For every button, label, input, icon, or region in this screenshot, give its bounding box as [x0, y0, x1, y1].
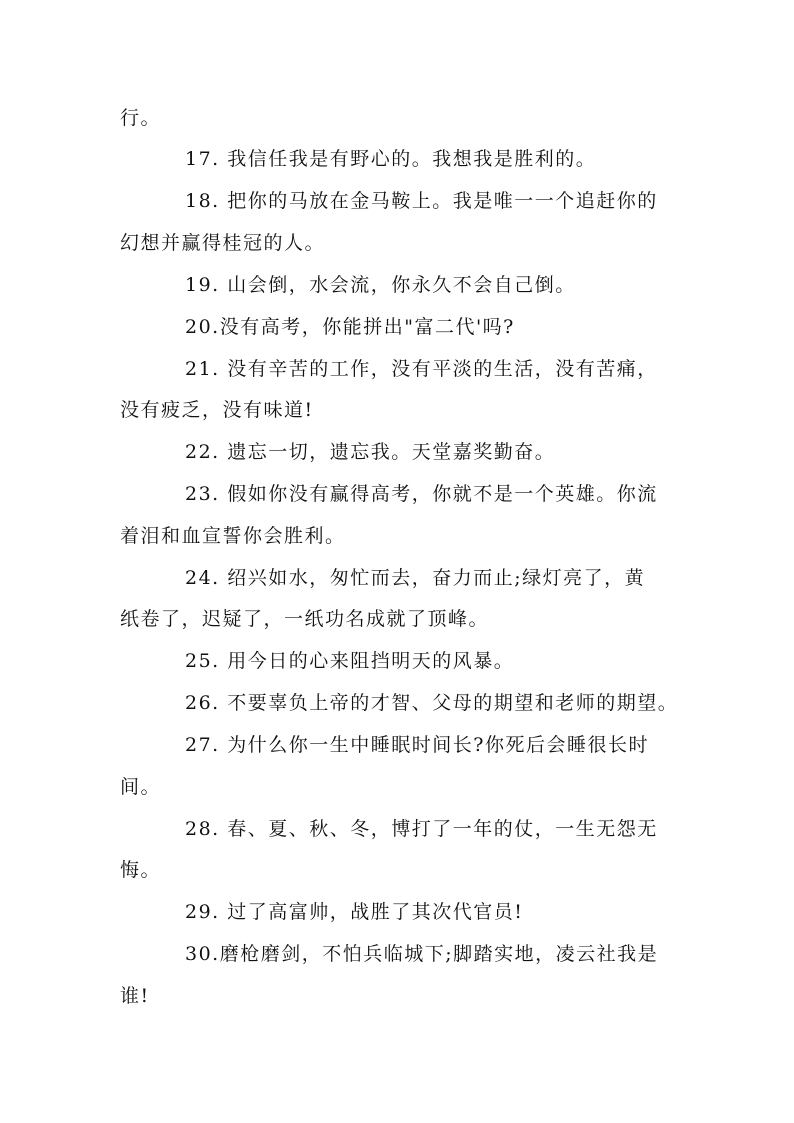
text-line: 24. 绍兴如水，匆忙而去，奋力而止;绿灯亮了，黄 [185, 567, 646, 589]
text-line: 30.磨枪磨剑，不怕兵临城下;脚踏实地，凌云社我是 [185, 943, 659, 965]
text-line: 29. 过了高富帅，战胜了其次代官员! [185, 901, 524, 923]
text-line: 19. 山会倒，水会流，你永久不会自己倒。 [185, 274, 576, 296]
text-line: 23. 假如你没有赢得高考，你就不是一个英雄。你流 [185, 483, 658, 505]
text-line: 间。 [120, 776, 162, 798]
text-line: 17. 我信任我是有野心的。我想我是胜利的。 [185, 148, 597, 170]
text-line: 21. 没有辛苦的工作，没有平淡的生活，没有苦痛， [185, 358, 658, 380]
text-line: 谁! [120, 985, 150, 1007]
text-line: 着泪和血宣誓你会胜利。 [120, 525, 346, 547]
text-line: 26. 不要辜负上帝的才智、父母的期望和老师的期望。 [185, 692, 679, 714]
text-line: 行。 [120, 107, 162, 129]
text-line: 没有疲乏，没有味道! [120, 399, 314, 421]
text-line: 18. 把你的马放在金马鞍上。我是唯一一个追赶你的 [185, 190, 658, 212]
text-line: 幻想并赢得桂冠的人。 [120, 232, 326, 254]
text-line: 纸卷了，迟疑了，一纸功名成就了顶峰。 [120, 608, 490, 630]
text-line: 22. 遗忘一切，遗忘我。天堂嘉奖勤奋。 [185, 441, 556, 463]
text-line: 27. 为什么你一生中睡眠时间长?你死后会睡很长时 [185, 734, 649, 756]
text-line: 20.没有高考，你能拼出"富二代'吗? [185, 316, 515, 338]
text-line: 28. 春、夏、秋、冬，博打了一年的仗，一生无怨无 [185, 818, 658, 840]
text-line: 悔。 [120, 859, 162, 881]
text-line: 25. 用今日的心来阻挡明天的风暴。 [185, 650, 515, 672]
